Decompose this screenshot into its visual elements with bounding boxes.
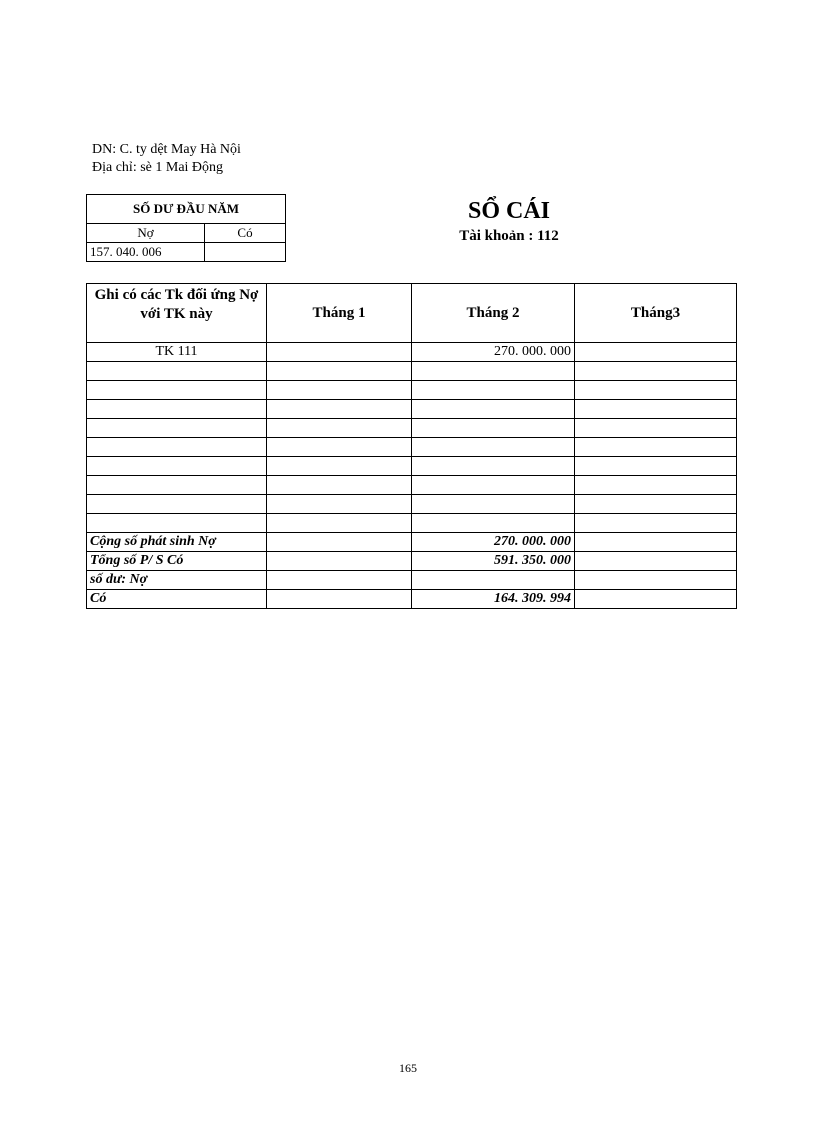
summary-label: Có [87, 590, 267, 609]
summary-row-credit-total [87, 552, 737, 571]
summary-month-2: 270. 000. 000 [412, 533, 575, 552]
summary-month-1 [267, 590, 412, 609]
empty-row [87, 495, 737, 514]
ledger-title: SỔ CÁI [467, 198, 551, 224]
summary-label: Cộng số phát sinh Nợ [87, 533, 267, 552]
summary-month-3 [575, 571, 737, 590]
summary-row-balance-debit [87, 571, 737, 590]
opening-balance-credit-value [205, 243, 286, 262]
header-counter-account: Ghi có các Tk đối ứng Nợ với TK này [87, 284, 267, 343]
empty-row [87, 514, 737, 533]
empty-row [87, 438, 737, 457]
summary-month-3 [575, 533, 737, 552]
row-month-3 [575, 343, 737, 362]
row-month-1 [267, 343, 412, 362]
summary-month-1 [267, 571, 412, 590]
account-subtitle: Tài khoản : 112 [459, 228, 559, 244]
header-month-2: Tháng 2 [412, 284, 575, 343]
empty-row [87, 362, 737, 381]
empty-row [87, 457, 737, 476]
opening-balance-heading: SỐ DƯ ĐẦU NĂM [87, 195, 286, 224]
summary-month-2 [412, 571, 575, 590]
opening-balance-credit-label: Có [205, 224, 286, 243]
summary-month-3 [575, 590, 737, 609]
empty-row [87, 476, 737, 495]
opening-balance-table [86, 194, 286, 262]
page-number: 165 [399, 1061, 417, 1075]
summary-row-balance-credit [87, 590, 737, 609]
opening-balance-debit-label: Nợ [87, 224, 205, 243]
company-name: DN: C. ty dệt May Hà Nội [92, 142, 241, 157]
summary-label: số dư: Nợ [87, 571, 267, 590]
summary-month-2: 164. 309. 994 [412, 590, 575, 609]
opening-balance-debit-value: 157. 040. 006 [87, 243, 205, 262]
row-account: TK 111 [87, 343, 267, 362]
company-address: Địa chỉ: sè 1 Mai Động [92, 160, 224, 175]
empty-row [87, 381, 737, 400]
summary-row-debit-total [87, 533, 737, 552]
summary-month-1 [267, 533, 412, 552]
header-month-3: Tháng3 [575, 284, 737, 343]
summary-label: Tổng số P/ S Có [87, 552, 267, 571]
empty-row [87, 419, 737, 438]
ledger-table [86, 283, 737, 609]
summary-month-1 [267, 552, 412, 571]
summary-month-3 [575, 552, 737, 571]
summary-month-2: 591. 350. 000 [412, 552, 575, 571]
company-info [92, 141, 241, 177]
header-month-1: Tháng 1 [267, 284, 412, 343]
table-row [87, 343, 737, 362]
empty-row [87, 400, 737, 419]
row-month-2: 270. 000. 000 [412, 343, 575, 362]
